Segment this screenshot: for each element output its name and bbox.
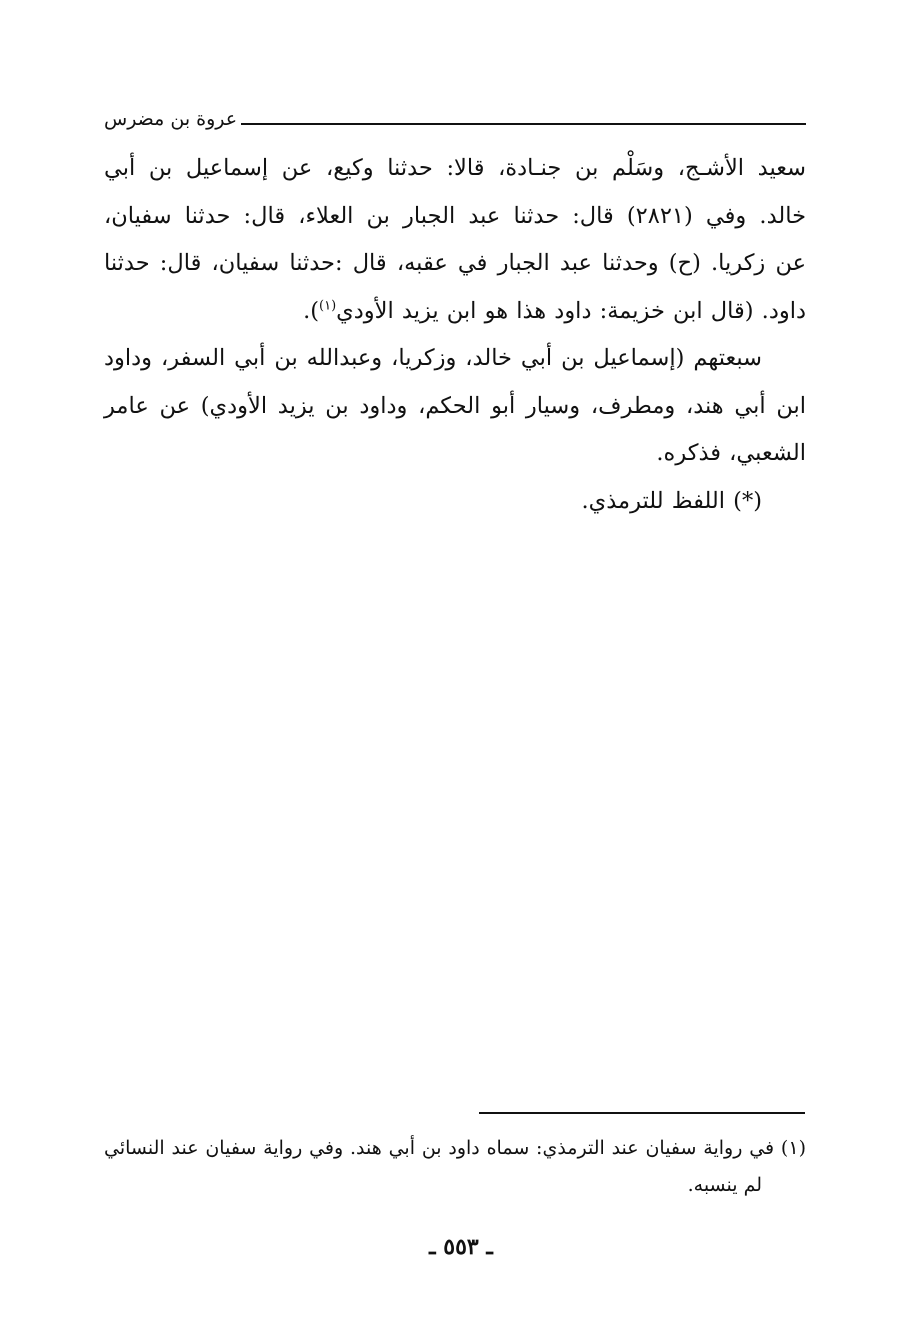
footnote-line: (١) في رواية سفيان عند الترمذي: سماه داود بن أبي هند. وفي رواية سفيان عند النسائي	[104, 1137, 806, 1159]
text-line: سعيد الأشـج، وسَلْم بن جنـادة، قالا: حدثنا وكيع، عن إسماعيل بن أبي	[104, 155, 806, 181]
footnote-rule	[479, 1112, 805, 1114]
footnote-line: لم ينسبه.	[687, 1174, 762, 1196]
text-line	[104, 288, 806, 336]
footnote-reference[interactable]: (١)	[319, 298, 337, 313]
editor-note	[104, 478, 806, 526]
paragraph-1	[104, 145, 806, 335]
page-number: ـ ٥٥٣ ـ	[429, 1234, 493, 1260]
text-segment: ).	[303, 297, 320, 324]
text-line: ابن أبي هند، ومطرف، وسيار أبو الحكم، وداود بن يزيد الأودي) عن عامر	[104, 392, 806, 419]
text-line: خالد. وفي (٢٨٢١) قال: حدثنا عبد الجبار بن العلاء، قال: حدثنا سفيان،	[104, 202, 806, 229]
text-line: الشعبي، فذكره.	[656, 440, 806, 466]
paragraph-2	[104, 335, 806, 478]
footnotes	[104, 1130, 806, 1204]
header-rule	[241, 123, 806, 125]
note-line: (*) اللفظ للترمذي.	[581, 487, 762, 514]
text-segment: داود. (قال ابن خزيمة: داود هذا هو ابن يزيد الأودي	[336, 297, 806, 324]
text-line: عن زكريا. (ح) وحدثنا عبد الجبار في عقبه، قال :حدثنا سفيان، قال: حدثنا	[104, 250, 806, 276]
main-text	[104, 145, 806, 525]
running-title: عروة بن مضرس	[104, 108, 238, 130]
running-header	[104, 104, 806, 134]
text-line: سبعتهم (إسماعيل بن أبي خالد، وزكريا، وعبدالله بن أبي السفر، وداود	[104, 345, 762, 371]
